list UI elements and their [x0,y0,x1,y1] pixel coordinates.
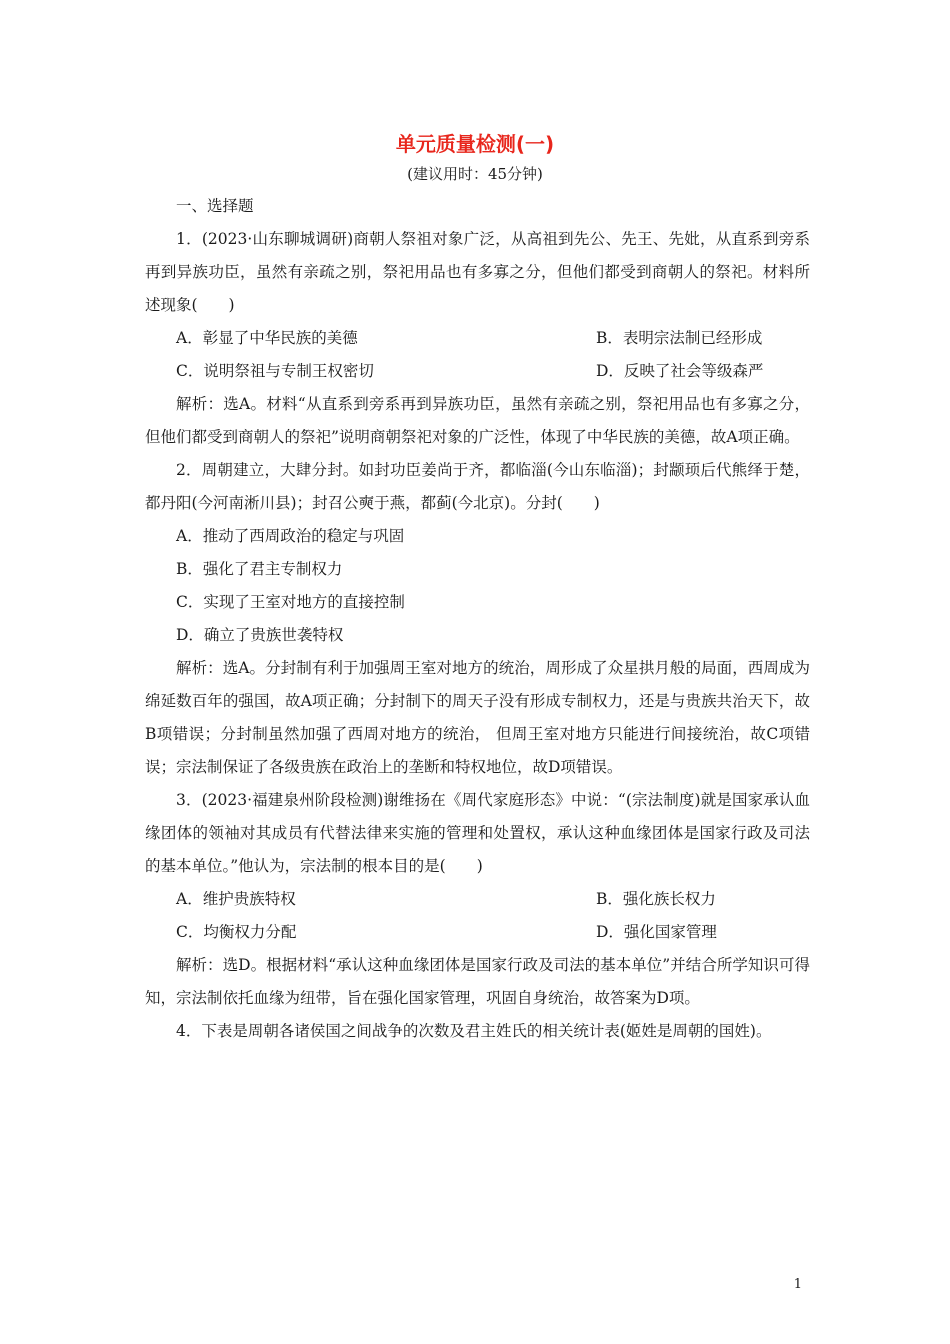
q2-option-c: C．实现了王室对地方的直接控制 [176,593,405,611]
q3-option-d: D．强化国家管理 [596,923,717,941]
q1-option-a: A．彰显了中华民族的美德 [176,329,358,347]
q2-option-d: D．确立了贵族世袭特权 [176,626,344,644]
section-heading: 一、选择题 [176,197,254,215]
q3-options-row-1 [145,883,810,916]
page-subtitle: (建议用时：45分钟) [407,165,543,183]
q2-option-a: A．推动了西周政治的稳定与巩固 [176,527,405,545]
q1-options-row-1 [145,322,810,355]
q3-option-b: B．强化族长权力 [596,890,716,908]
q2-option-b: B．强化了君主专制权力 [176,560,343,578]
q3-option-a: A．维护贵族特权 [176,890,296,908]
q4-stem: 4．下表是周朝各诸侯国之间战争的次数及君主姓氏的相关统计表(姬姓是周朝的国姓)。 [176,1022,772,1040]
q1-option-b: B．表明宗法制已经形成 [596,329,763,347]
content-body [145,190,810,1048]
q1-analysis: 解析：选A。材料“从直系到旁系再到异族功臣，虽然有亲疏之别，祭祀用品也有多寡之分，但他们都受到商朝人的祭祀”说明商朝祭祀对象的广泛性，体现了中华民族的美德，故A项正确。 [145,395,810,446]
page-number: 1 [793,1277,802,1292]
q2-analysis: 解析：选A。分封制有利于加强周王室对地方的统治，周形成了众星拱月般的局面，西周成为绵延数百年的强国，故A项正确；分封制下的周天子没有形成专制权力，还是与贵族共治天下，故B项错误；分封制虽然加强了西周对地方的统治， 但周王室对地方只能进行间接统治，故C项错误；宗法制保证了各级贵族在政治上的垄断和特权地位，故D项错误。 [145,659,810,776]
q1-option-d: D．反映了社会等级森严 [596,362,764,380]
q2-stem: 2．周朝建立，大肆分封。如封功臣姜尚于齐，都临淄(今山东临淄)；封颛顼后代熊绎于楚，都丹阳(今河南淅川县)；封召公奭于燕，都蓟(今北京)。分封( ) [145,461,810,512]
q3-stem: 3．(2023·福建泉州阶段检测)谢维扬在《周代家庭形态》中说：“(宗法制度)就是国家承认血缘团体的领袖对其成员有代替法律来实施的管理和处置权，承认这种血缘团体是国家行政及司法的基本单位。”他认为，宗法制的根本目的是( ) [145,791,810,875]
page-title: 单元质量检测(一) [395,132,555,156]
q1-option-c: C．说明祭祖与专制王权密切 [176,362,374,380]
q1-stem: 1．(2023·山东聊城调研)商朝人祭祖对象广泛，从高祖到先公、先王、先妣，从直系到旁系再到异族功臣，虽然有亲疏之别，祭祀用品也有多寡之分，但他们都受到商朝人的祭祀。材料所述现象( ) [145,230,810,314]
q1-options-row-2 [145,355,810,388]
q3-option-c: C．均衡权力分配 [176,923,297,941]
q3-analysis: 解析：选D。根据材料“承认这种血缘团体是国家行政及司法的基本单位”并结合所学知识可得知，宗法制依托血缘为纽带，旨在强化国家管理，巩固自身统治，故答案为D项。 [145,956,810,1007]
q3-options-row-2 [145,916,810,949]
